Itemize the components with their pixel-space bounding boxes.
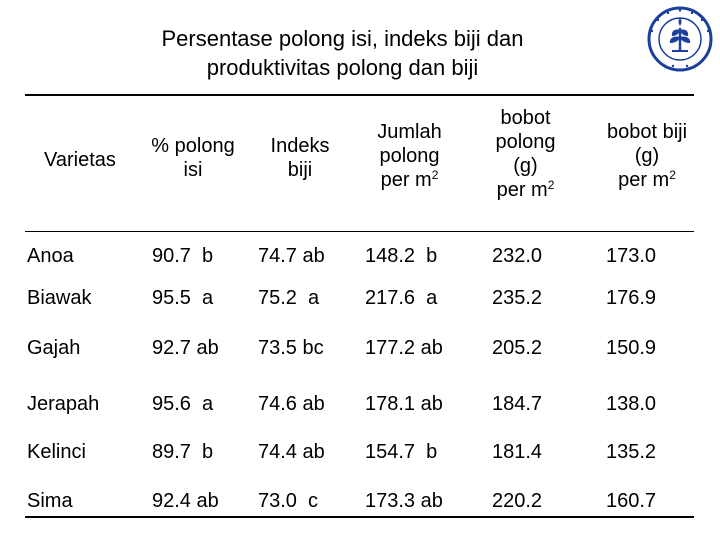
cell-jumlah: 173.3 ab <box>365 490 443 512</box>
cell-indeks-biji: 74.6 ab <box>258 393 325 415</box>
ipb-logo <box>647 6 713 72</box>
header-jumlah-text: Jumlah polong per m <box>377 121 442 191</box>
table-bottom-rule <box>25 516 694 518</box>
cell-jumlah: 178.1 ab <box>365 393 443 415</box>
cell-bobot-polong: 181.4 <box>492 441 543 463</box>
cell-polong-isi: 92.4 ab <box>152 490 219 512</box>
header-indeks-biji: Indeks biji <box>270 135 330 181</box>
cell-varietas: Sima <box>27 490 73 512</box>
header-bobot-polong <box>468 106 583 202</box>
cell-bobot-biji: 138.0 <box>606 393 657 415</box>
cell-indeks-biji: 74.4 ab <box>258 441 325 463</box>
header-varietas: Varietas <box>44 149 116 171</box>
cell-bobot-biji: 173.0 <box>606 245 657 267</box>
header-bobot-biji-sup: 2 <box>669 168 676 182</box>
cell-polong-isi: 95.6 a <box>152 393 214 415</box>
header-jumlah-sup: 2 <box>431 168 439 182</box>
cell-bobot-biji: 150.9 <box>606 337 657 359</box>
cell-indeks-biji: 73.0 c <box>258 490 319 512</box>
title-line-1: Persentase polong isi, indeks biji dan <box>161 26 524 51</box>
cell-indeks-biji: 73.5 bc <box>258 337 324 359</box>
header-bobot-polong-text: bobot polong (g) per m <box>495 107 556 201</box>
header-bobot-polong-sup: 2 <box>547 178 555 192</box>
header-jumlah-polong <box>352 120 467 192</box>
cell-varietas: Kelinci <box>27 441 86 463</box>
cell-jumlah: 217.6 a <box>365 287 438 309</box>
slide-title <box>90 24 595 82</box>
ipb-seal-icon <box>647 6 713 72</box>
cell-polong-isi: 95.5 a <box>152 287 214 309</box>
cell-bobot-biji: 176.9 <box>606 287 657 309</box>
cell-polong-isi: 90.7 b <box>152 245 214 267</box>
header-polong-isi: % polong isi <box>151 135 235 181</box>
header-bobot-biji <box>582 120 712 192</box>
header-bobot-biji-text: bobot biji (g) per m <box>606 121 688 191</box>
cell-bobot-polong: 184.7 <box>492 393 543 415</box>
cell-indeks-biji: 75.2 a <box>258 287 320 309</box>
cell-bobot-polong: 205.2 <box>492 337 543 359</box>
cell-jumlah: 148.2 b <box>365 245 438 267</box>
cell-bobot-biji: 135.2 <box>606 441 657 463</box>
cell-varietas: Jerapah <box>27 393 100 415</box>
table-top-rule <box>25 94 694 96</box>
cell-varietas: Biawak <box>27 287 92 309</box>
table-header-rule <box>25 231 694 232</box>
cell-bobot-biji: 160.7 <box>606 490 657 512</box>
cell-polong-isi: 92.7 ab <box>152 337 219 359</box>
cell-bobot-polong: 232.0 <box>492 245 543 267</box>
cell-polong-isi: 89.7 b <box>152 441 214 463</box>
cell-indeks-biji: 74.7 ab <box>258 245 325 267</box>
cell-varietas: Gajah <box>27 337 81 359</box>
cell-varietas: Anoa <box>27 245 74 267</box>
cell-jumlah: 154.7 b <box>365 441 438 463</box>
cell-bobot-polong: 220.2 <box>492 490 543 512</box>
cell-jumlah: 177.2 ab <box>365 337 443 359</box>
cell-bobot-polong: 235.2 <box>492 287 543 309</box>
title-line-2: produktivitas polong dan biji <box>206 55 479 80</box>
